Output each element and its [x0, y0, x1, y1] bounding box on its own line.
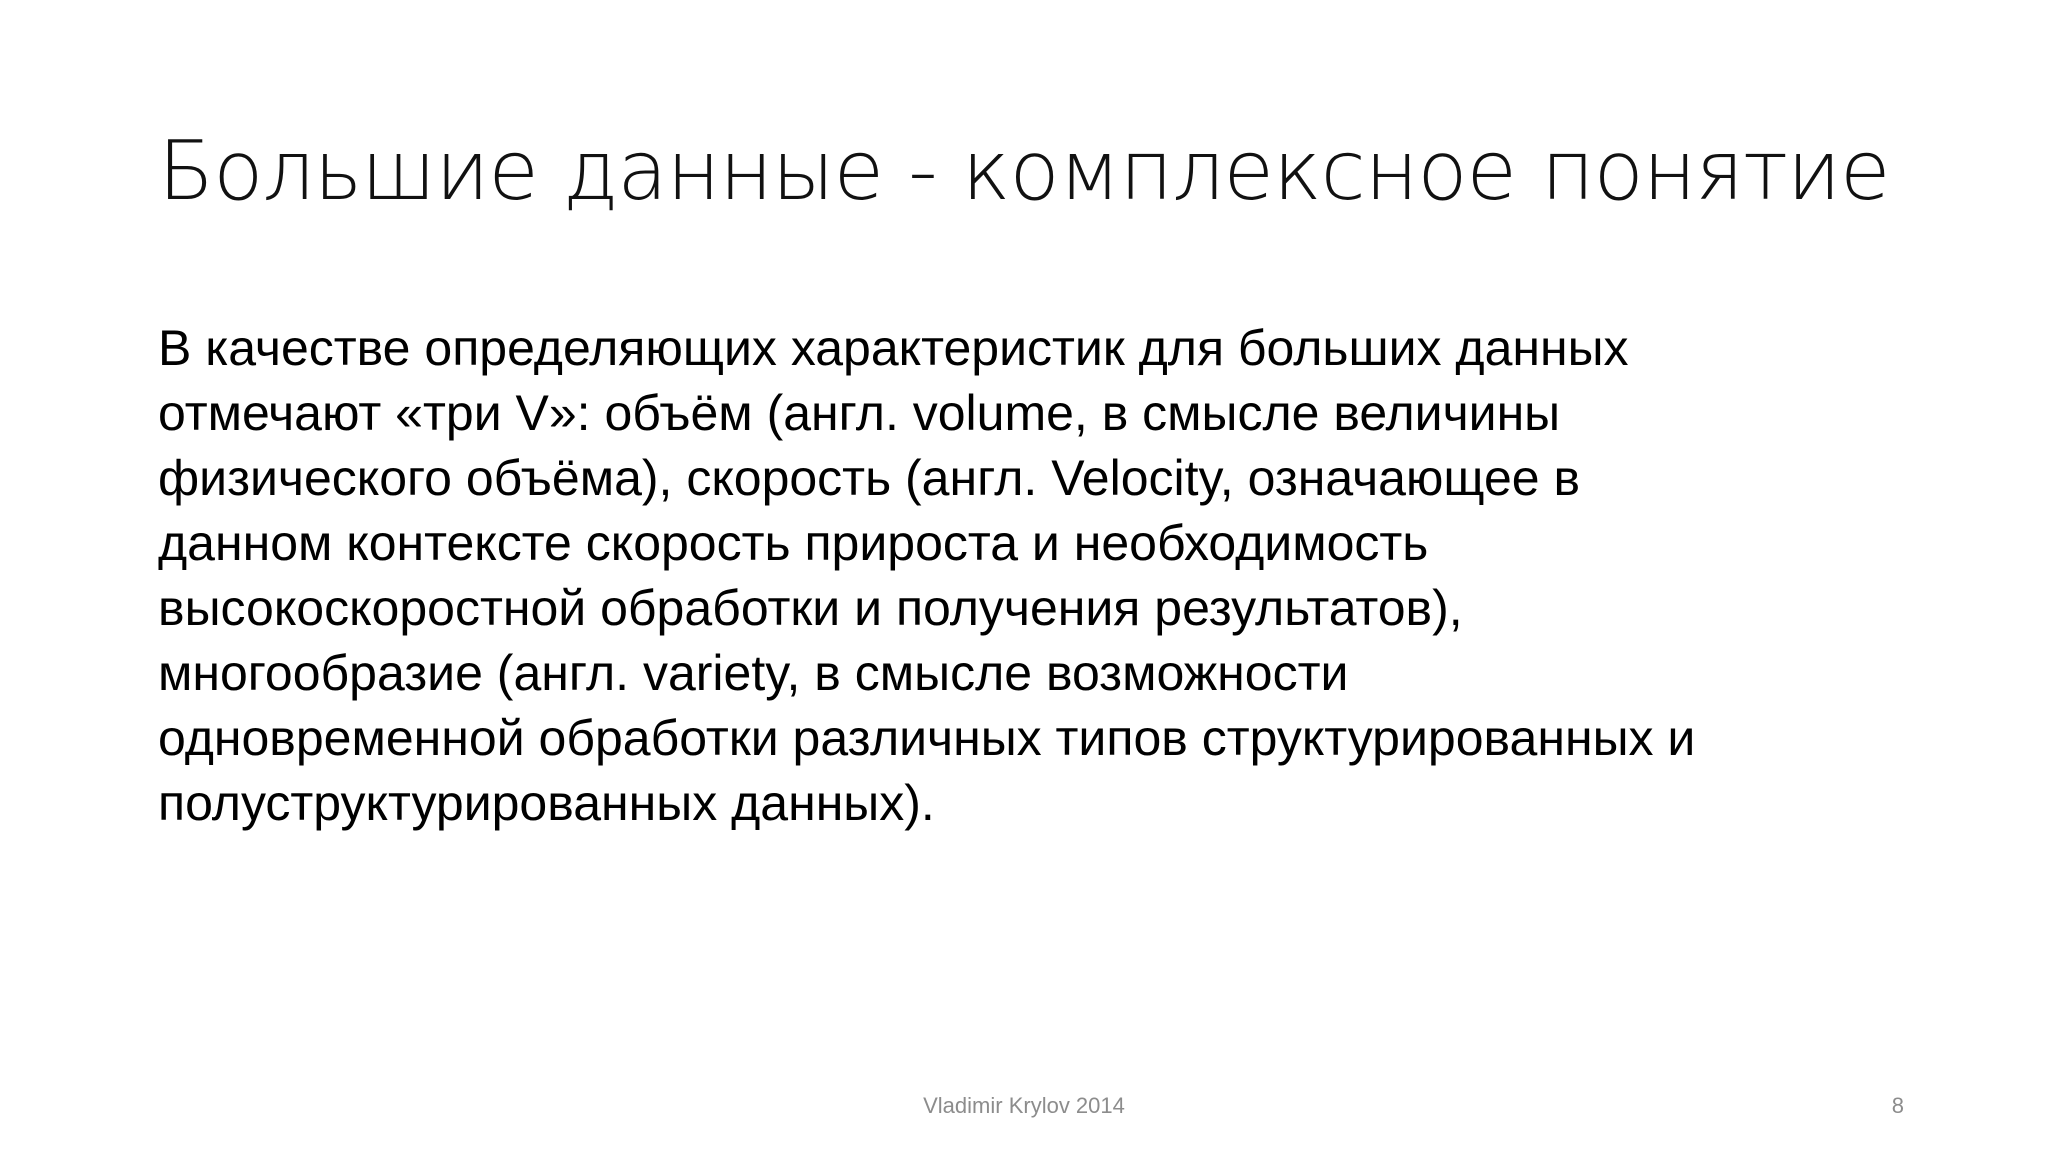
body-line: высокоскоростной обработки и получения результатов),: [158, 580, 1463, 636]
body-line: многообразие (англ. variety, в смысле возможности: [158, 645, 1349, 701]
footer-author: Vladimir Krylov 2014: [923, 1093, 1125, 1118]
body-line: отмечают «три V»: объём (англ. volume, в смысле величины: [158, 385, 1561, 441]
footer-page-number: 8: [1891, 1093, 1904, 1118]
body-line: физического объёма), скорость (англ. Velocity, означающее в: [158, 450, 1581, 506]
slide-body-text: [158, 316, 1918, 836]
body-line: одновременной обработки различных типов структурированных и: [158, 710, 1696, 766]
body-line: данном контексте скорость прироста и необходимость: [158, 515, 1429, 571]
body-line: В качестве определяющих характеристик для больших данных: [158, 320, 1629, 376]
slide-title: Большие данные - комплексное понятие: [158, 124, 1890, 219]
body-line: полуструктурированных данных).: [158, 775, 935, 831]
